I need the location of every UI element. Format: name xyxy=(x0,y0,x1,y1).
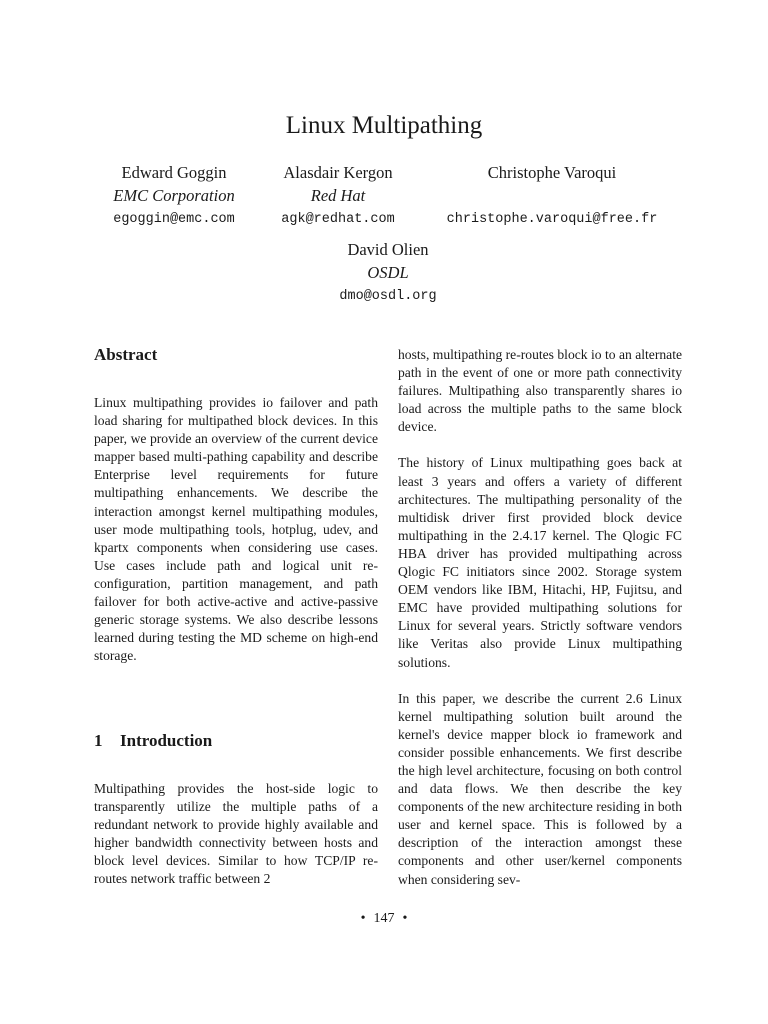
abstract-heading: Abstract xyxy=(94,345,158,364)
introduction-paragraph-1: Multipathing provides the host-side logic to transparently utilize the multiple paths of a redundant network to provide highly available and higher bandwidth connectivity between hosts and block level devices. Similar to how TCP/IP re-routes network traffic between 2 xyxy=(94,781,378,887)
paper-title: Linux Multipathing xyxy=(285,112,483,139)
author-name: Edward Goggin xyxy=(121,163,227,182)
author-email: dmo@osdl.org xyxy=(339,289,437,304)
introduction-paragraph-2: The history of Linux multipathing goes back at least 3 years and offers a variety of different architectures. The multipathing personality of the multidisk driver first provided block device multipathing in the 2.4.17 kernel. The Qlogic FC HBA driver has provided multipathing across Qlogic FC initiators since 2002. Storage system OEM vendors like IBM, Hitachi, HP, Fujitsu, and EMC have provided multipathing solutions for Linux for several years. Strictly software vendors like Veritas also provide Linux multipathing solutions. xyxy=(398,455,682,670)
author-email: christophe.varoqui@free.fr xyxy=(446,212,658,227)
section-number: 1 xyxy=(94,731,103,750)
section-title: Introduction xyxy=(120,731,213,750)
author-block-olien xyxy=(258,238,518,309)
author-email: egoggin@emc.com xyxy=(113,212,235,227)
introduction-heading xyxy=(94,730,212,752)
author-name: Alasdair Kergon xyxy=(283,163,393,182)
author-affiliation: OSDL xyxy=(367,263,409,282)
author-affiliation xyxy=(422,184,682,207)
introduction-left-column xyxy=(94,780,378,889)
author-email: agk@redhat.com xyxy=(281,212,395,227)
right-column xyxy=(398,346,682,889)
author-affiliation: Red Hat xyxy=(310,186,366,205)
author-block-varoqui xyxy=(422,161,682,232)
page-number: 147 xyxy=(373,911,395,926)
footer-bullet-right: • xyxy=(402,911,408,926)
introduction-paragraph-1-continued: hosts, multipathing re-routes block io to an alternate path in the event of one or more path connectivity failures. Multipathing also transparently shares io load across the multiple paths to the same block device. xyxy=(398,347,682,435)
author-name: David Olien xyxy=(347,240,429,259)
page-footer xyxy=(0,909,768,929)
author-affiliation: EMC Corporation xyxy=(113,186,235,205)
introduction-paragraph-3: In this paper, we describe the current 2.6 Linux kernel multipathing solution built around the kernel's device mapper block io framework and consider possible enhancements. We first describe the high level architecture, focusing on both control and data flows. We then describe the key components of the new architecture residing in both user and kernel space. This is followed by a description of the interaction amongst these components and other user/kernel components when considering sev- xyxy=(398,690,682,887)
footer-bullet-left: • xyxy=(360,911,366,926)
author-name: Christophe Varoqui xyxy=(487,163,617,182)
abstract-body xyxy=(94,394,378,665)
abstract-paragraph: Linux multipathing provides io failover and path load sharing for multipathed block devices. In this paper, we provide an overview of the current device mapper based multi-pathing capability and describe Enterprise level requirements for future multipathing enhancements. We describe the interaction amongst kernel multipathing modules, user mode multipathing tools, hotplug, udev, and kpartx components when considering use cases. Use cases include path and logical unit re-configuration, partition management, and path failover for both active-active and active-passive generic storage systems. We also describe lessons learned during testing the MD scheme on high-end storage. xyxy=(94,395,378,664)
